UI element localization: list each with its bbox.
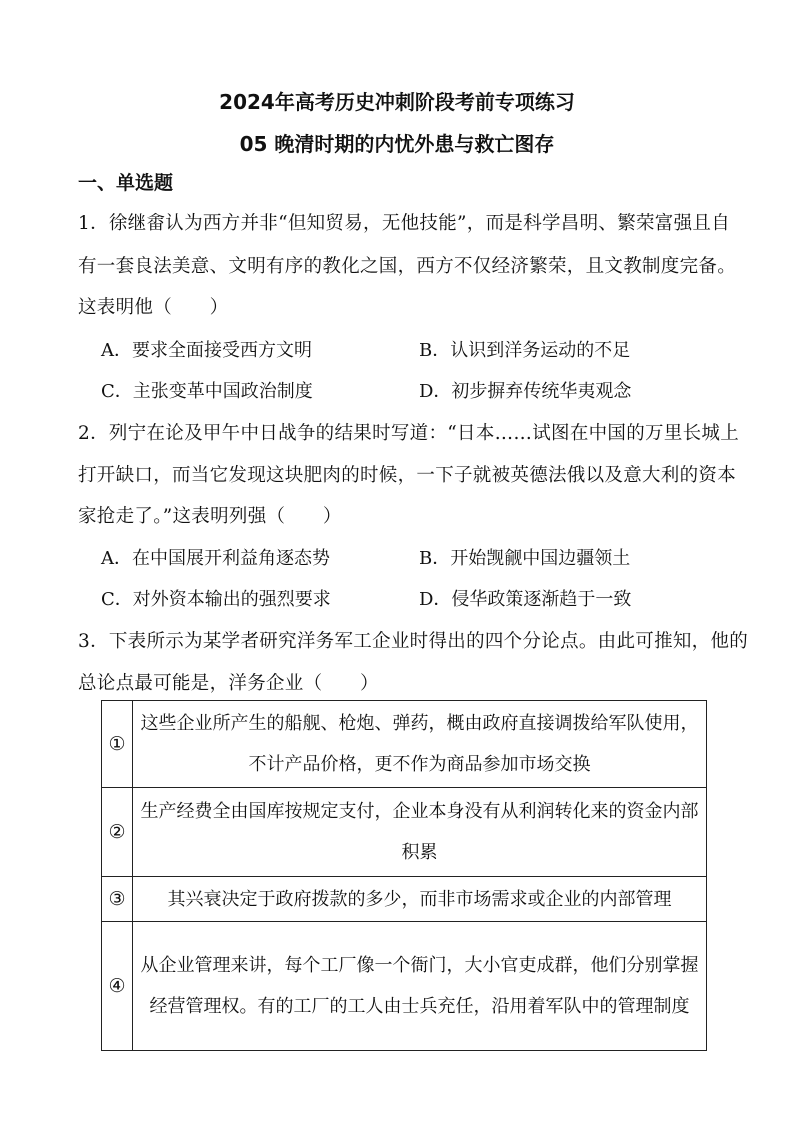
question-2-option-d[interactable]: D．侵华政策逐渐趋于一致 [419,589,632,610]
point-text: 生产经费全由国库按规定支付，企业本身没有从利润转化来的资金内部积累 [133,788,707,877]
question-3-line-2: 总论点最可能是，洋务企业（ ） [78,673,379,694]
table-row [102,701,707,788]
table-row [102,922,707,1051]
question-2-option-b[interactable]: B．开始觊觎中国边疆领土 [419,548,631,569]
question-1-line-1: 1．徐继畬认为西方并非“但知贸易，无他技能”，而是科学昌明、繁荣富强且自 [78,213,730,234]
point-number: ③ [102,877,133,922]
question-2-line-3: 家抢走了。”这表明列强（ ） [78,506,342,527]
section-heading: 一、单选题 [78,172,174,194]
question-2-option-c[interactable]: C．对外资本输出的强烈要求 [101,589,331,610]
sub-points-table [101,700,707,1051]
question-2-line-1: 2．列宁在论及甲午中日战争的结果时写道：“日本……试图在中国的万里长城上 [78,423,740,444]
point-number: ④ [102,922,133,1051]
question-1-line-3: 这表明他（ ） [78,297,229,318]
question-3-line-1: 3．下表所示为某学者研究洋务军工企业时得出的四个分论点。由此可推知，他的 [78,631,749,652]
point-text: 其兴衰决定于政府拨款的多少，而非市场需求或企业的内部管理 [133,877,707,922]
point-number: ② [102,788,133,877]
document-subtitle: 05 晚清时期的内忧外患与救亡图存 [239,132,555,156]
document-title: 2024年高考历史冲刺阶段考前专项练习 [219,90,575,114]
question-2-option-a[interactable]: A．在中国展开利益角逐态势 [101,548,330,569]
question-1-line-2: 有一套良法美意、文明有序的教化之国，西方不仅经济繁荣，且文教制度完备。 [78,256,737,277]
table-row [102,788,707,877]
question-2-line-2: 打开缺口，而当它发现这块肥肉的时候，一下子就被英德法俄以及意大利的资本 [78,465,737,486]
question-1-option-c[interactable]: C．主张变革中国政治制度 [101,381,313,402]
point-number: ① [102,701,133,788]
question-1-option-a[interactable]: A．要求全面接受西方文明 [101,340,312,361]
table-row [102,877,707,922]
point-text: 从企业管理来讲，每个工厂像一个衙门，大小官吏成群，他们分别掌握经营管理权。有的工厂的工人由士兵充任，沿用着军队中的管理制度 [133,922,707,1051]
question-1-option-b[interactable]: B．认识到洋务运动的不足 [419,340,631,361]
point-text: 这些企业所产生的船舰、枪炮、弹药，概由政府直接调拨给军队使用，不计产品价格，更不作为商品参加市场交换 [133,701,707,788]
question-1-option-d[interactable]: D．初步摒弃传统华夷观念 [419,381,632,402]
